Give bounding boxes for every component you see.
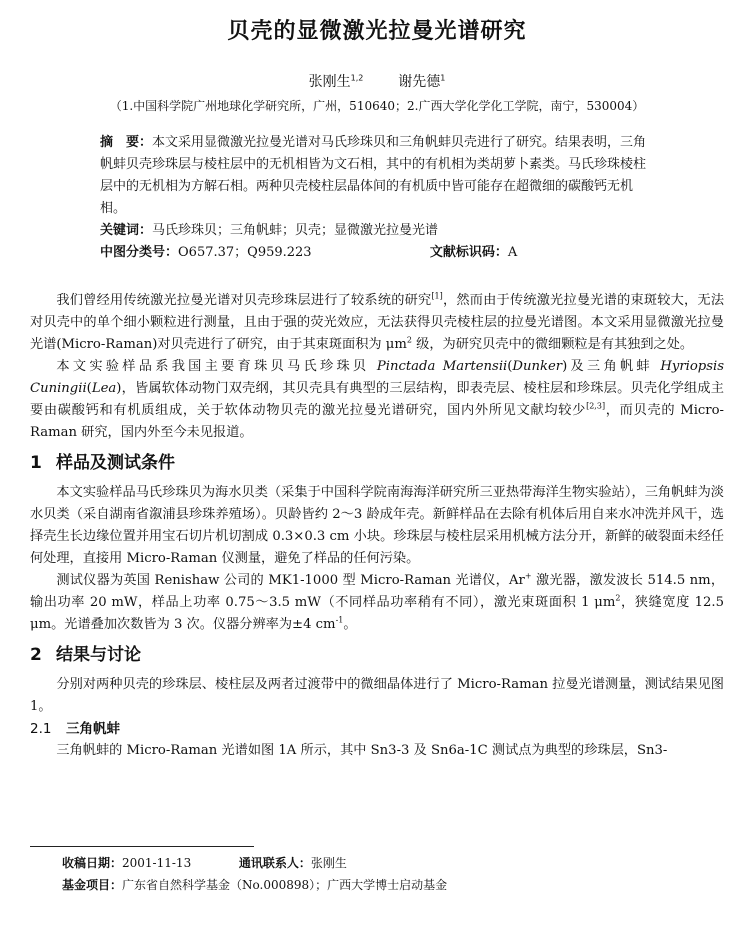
species-name: Pinctada Martensii <box>376 359 508 374</box>
author-affil-mark: 1 <box>440 73 446 83</box>
section-2-paragraph-1: 分别对两种贝壳的珍珠层、棱柱层及两者过渡带中的微细晶体进行了 Micro-Raman 拉曼光谱测量，测试结果见图 1。 <box>30 677 724 714</box>
section-number: 1 <box>30 453 42 473</box>
fund-text: 广东省自然科学基金（No.000898）；广西大学博士启动基金 <box>122 878 448 892</box>
section-number: 2 <box>30 645 42 665</box>
keywords <box>100 220 658 242</box>
author-name: 张刚生 <box>308 74 351 90</box>
section-1-paragraph-1: 本文实验样品马氏珍珠贝为海水贝类（采集于中国科学院南海海洋研究所三亚热带海洋生物实验站），三角帆蚌为淡水贝类（采自湖南省溆浦县珍珠养殖场）。贝龄皆约 2～3 龄成年壳。新鲜样品在去除有机体后用自来水冲洗并风干，选择壳生长边缘位置并用宝石切片机切割成 0.3×0.3 cm 小块。珍珠层与棱柱层采用机械方法分开，新鲜的破裂面未经任何处理，直接用 Micro-Raman 仪测量，避免了样品的任何污染。 <box>30 485 724 566</box>
section-2-heading <box>30 644 724 666</box>
author-affil-mark: 1,2 <box>350 73 364 83</box>
subsection-title: 三角帆蚌 <box>66 721 120 737</box>
abstract-block <box>100 132 658 264</box>
footnotes <box>62 852 447 896</box>
abstract-label: 摘 要： <box>100 135 153 150</box>
received-label: 收稿日期： <box>62 856 123 870</box>
paper-title: 贝壳的显微激光拉曼光谱研究 <box>227 19 527 44</box>
citation: [2,3] <box>586 401 606 411</box>
fund-label: 基金项目： <box>62 878 123 892</box>
doc-code-value: A <box>507 245 518 260</box>
section-title: 结果与讨论 <box>56 645 141 665</box>
body-text <box>30 290 724 762</box>
keywords-text: 马氏珍珠贝；三角帆蚌；贝壳；显微激光拉曼光谱 <box>152 223 439 238</box>
footnote-funding <box>62 874 447 896</box>
species-name: Hyriopsis Cuningii <box>30 359 724 396</box>
section-1-paragraph-2: 测试仪器为英国 Renishaw 公司的 MK1-1000 型 Micro-Raman 光谱仪，Ar+ 激光器，激发波长 514.5 nm，输出功率 20 mW，样品上功率 0.75～3.5 mW（不同样品功率稍有不同），激光束斑面积 1 $\mu m^2$，狭缝宽度 12.5 μm。光谱叠加次数皆为 3 次。仪器分辨率为±4 $cm^{-1}$。 <box>30 571 725 632</box>
section-title: 样品及测试条件 <box>56 453 175 473</box>
subsection-2-1-heading <box>30 718 724 740</box>
footnote-divider <box>30 846 254 847</box>
citation: [1] <box>431 291 443 301</box>
section-1-heading <box>30 452 724 474</box>
classification-value: O657.37；Q959.223 <box>178 245 312 260</box>
subsection-number: 2.1 <box>30 721 52 737</box>
affiliation: （1.中国科学院广州地球化学研究所，广州，510640；2.广西大学化学化工学院，南宁，530004） <box>109 99 645 113</box>
intro-paragraph-2: 本文实验样品系我国主要育珠贝马氏珍珠贝 Pinctada Martensii(Dunker)及三角帆蚌 Hyriopsis Cuningii(Lea)，皆属软体动物门双壳纲，其贝壳具有典型的三层结构，即表壳层、棱柱层和珍珠层。贝壳化学组成主要由碳酸钙和有机质组成，关于软体动物贝壳的激光拉曼光谱研究，国内外所见文献均较少[2,3]，而贝壳的 Micro-Raman 研究，国内外至今未见报道。 <box>30 359 725 440</box>
contact-label: 通讯联系人： <box>238 856 311 870</box>
abstract-text: 本文采用显微激光拉曼光谱对马氏珍珠贝和三角帆蚌贝壳进行了研究。结果表明，三角帆蚌贝壳珍珠层与棱柱层中的无机相皆为文石相，其中的有机相为类胡萝卜素类。马氏珍珠棱柱层中的无机相为方解石相。两种贝壳棱柱层晶体间的有机质中皆可能存在超微细的碳酸钙无机相。 <box>100 135 647 216</box>
intro-paragraph-1: 我们曾经用传统激光拉曼光谱对贝壳珍珠层进行了较系统的研究[1]，然而由于传统激光拉曼光谱的束斑较大，无法对贝壳中的单个细小颗粒进行测量，且由于强的荧光效应，无法获得贝壳棱柱层的拉曼光谱图。本文采用显微激光拉曼光谱(Micro-Raman)对贝壳进行了研究，由于其束斑面积为 $\mu m^2$ 级，为研究贝壳中的微细颗粒是有其独到之处。 <box>30 291 725 352</box>
author-name: 谢先德 <box>398 74 441 90</box>
keywords-label: 关键词： <box>100 223 153 238</box>
received-date: 2001-11-13 <box>122 856 192 870</box>
footnote-dates <box>62 852 447 874</box>
contact-name: 张刚生 <box>310 856 347 870</box>
doc-code-label: 文献标识码： <box>429 245 508 260</box>
section-2-paragraph-2: 三角帆蚌的 Micro-Raman 光谱如图 1A 所示，其中 Sn3-3 及 Sn6a-1C 测试点为典型的珍珠层，Sn3- <box>56 743 668 758</box>
classification <box>100 242 658 264</box>
classification-label: 中图分类号： <box>100 245 179 260</box>
author-line <box>30 71 724 91</box>
abstract <box>100 132 658 220</box>
